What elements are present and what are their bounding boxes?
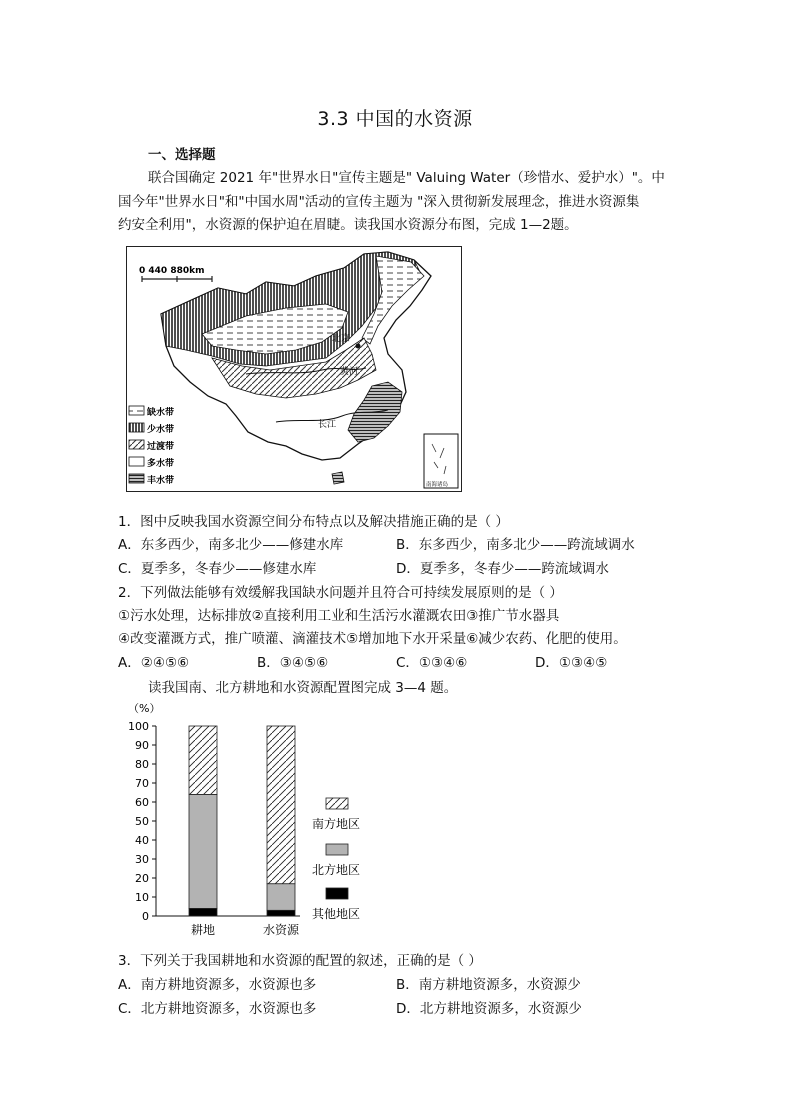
water-resource-map [126,246,462,492]
bar-segment-1-南方地区 [189,726,217,794]
south-sea-inset [424,434,458,488]
intro-line-3: 约安全利用"，水资源的保护迫在眉睫。读我国水资源分布图，完成 1—2题。 [118,217,578,233]
q2-option-a[interactable]: A．②④⑤⑥ [118,655,190,671]
q3-stem: 3．下列关于我国耕地和水资源的配置的叙述，正确的是（ ） [118,953,482,969]
page-title: 3.3 中国的水资源 [317,108,473,130]
bar-segment-2-南方地区 [267,726,295,884]
inset-label: 南海诸岛 [426,482,449,488]
y-tick-label: 20 [135,872,149,885]
section-heading: 一、选择题 [148,147,216,163]
q2-statement-line-1: ①污水处理，达标排放②直接利用工业和生活污水灌溉农田③推广节水器具 [118,608,560,624]
y-axis-label: （%） [128,702,161,715]
bar-segment-1-北方地区 [189,794,217,908]
label-beijing: 北京 [332,334,351,344]
legend-item-5: 丰水带 [147,476,175,486]
q3-option-c[interactable]: C．北方耕地资源多，水资源也多 [118,1001,317,1017]
x-category-label: 水资源 [262,923,300,937]
q2-option-b[interactable]: B．③④⑤⑥ [257,655,329,671]
legend-swatch [326,844,348,855]
q1-option-a[interactable]: A．东多西少，南多北少——修建水库 [118,537,344,553]
y-tick-label: 40 [135,834,149,847]
y-tick-label: 50 [135,815,149,828]
y-tick-label: 70 [135,777,149,790]
y-tick-label: 0 [142,910,149,923]
intro-line-1: 联合国确定 2021 年"世界水日"宣传主题是" Valuing Water（珍惜水、爱护水）"。中 [148,170,665,186]
farmland-water-chart [118,698,398,943]
y-tick-label: 90 [135,739,149,752]
legend-item-1: 缺水带 [147,408,175,418]
legend-item-3: 过渡带 [147,442,175,452]
bar-segment-1-其他地区 [189,908,217,916]
label-changjiang: 长江 [318,420,337,430]
q2-option-c[interactable]: C．①③④⑥ [396,655,468,671]
y-tick-label: 10 [135,891,149,904]
intro-line-2: 国今年"世界水日"和"中国水周"活动的宣传主题为 "深入贯彻新发展理念，推进水资源集 [118,194,640,210]
x-category-label: 耕地 [190,923,216,937]
y-tick-label: 100 [128,720,149,733]
legend-label: 其他地区 [312,907,361,921]
q2-statement-line-2: ④改变灌溉方式，推广喷灌、滴灌技术⑤增加地下水开采量⑥减少农药、化肥的使用。 [118,631,627,647]
legend-label: 南方地区 [312,817,361,831]
bar-segment-2-其他地区 [267,910,295,916]
y-tick-label: 30 [135,853,149,866]
scale-label: 0 440 880km [139,266,205,276]
legend-swatch [326,888,348,899]
q1-option-d[interactable]: D．夏季多，冬春少——跨流域调水 [396,561,609,577]
bar-segment-2-北方地区 [267,884,295,911]
legend-label: 北方地区 [312,863,361,877]
legend-item-4: 多水带 [147,459,175,469]
q2-stem: 2．下列做法能够有效缓解我国缺水问题并且符合可持续发展原则的是（ ） [118,585,563,601]
q3-option-a[interactable]: A．南方耕地资源多，水资源也多 [118,977,317,993]
y-tick-label: 80 [135,758,149,771]
y-tick-label: 60 [135,796,149,809]
legend-swatch [326,798,348,809]
q1-option-b[interactable]: B．东多西少，南多北少——跨流域调水 [396,537,635,553]
q1-stem: 1．图中反映我国水资源空间分布特点以及解决措施正确的是（ ） [118,514,509,530]
label-huanghe: 黄河 [340,367,359,377]
q3-option-d[interactable]: D．北方耕地资源多，水资源少 [396,1001,582,1017]
intro-2: 读我国南、北方耕地和水资源配置图完成 3—4 题。 [148,680,458,696]
legend-item-2: 少水带 [147,425,175,435]
q1-option-c[interactable]: C．夏季多，冬春少——修建水库 [118,561,317,577]
q3-option-b[interactable]: B．南方耕地资源多，水资源少 [396,977,581,993]
q2-option-d[interactable]: D．①③④⑤ [535,655,608,671]
